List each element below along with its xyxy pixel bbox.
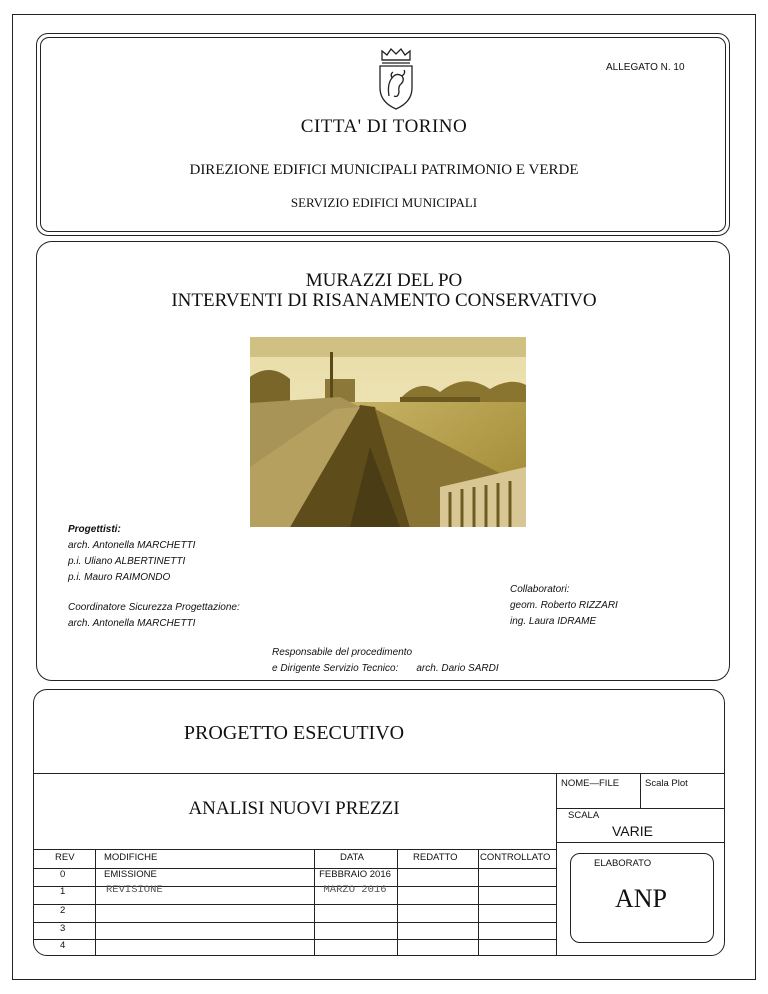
col-modifiche: MODIFICHE xyxy=(104,852,158,863)
row-0-modifiche: EMISSIONE xyxy=(104,869,157,880)
allegato-label: ALLEGATO N. 10 xyxy=(606,62,685,73)
project-title-2: INTERVENTI DI RISANAMENTO CONSERVATIVO xyxy=(171,290,597,311)
row-1-data: MARZO 2016 xyxy=(323,884,387,896)
progettisti-block xyxy=(68,522,195,586)
progetto-title: PROGETTO ESECUTIVO xyxy=(183,722,405,744)
project-title-1: MURAZZI DEL PO xyxy=(305,270,463,291)
row-4-rev: 4 xyxy=(60,940,66,951)
row-2-rev: 2 xyxy=(60,905,66,916)
elaborato-value: ANP xyxy=(614,884,667,913)
direzione-title: DIREZIONE EDIFICI MUNICIPALI PATRIMONIO E VERDE xyxy=(189,162,579,178)
col-rev: REV xyxy=(55,852,75,863)
progettista-1: arch. Antonella MARCHETTI xyxy=(68,540,196,551)
collaboratori-label: Collaboratori: xyxy=(510,584,570,595)
coordinatore-name: arch. Antonella MARCHETTI xyxy=(68,618,196,629)
row-0-rev: 0 xyxy=(60,869,66,880)
elaborato-label: ELABORATO xyxy=(594,858,652,869)
coordinatore-label: Coordinatore Sicurezza Progettazione: xyxy=(68,602,240,613)
responsabile-block xyxy=(272,645,499,677)
responsabile-name: arch. Dario SARDI xyxy=(416,663,499,674)
col-controllato: CONTROLLATO xyxy=(480,852,551,863)
progettista-3: p.i. Mauro RAIMONDO xyxy=(68,572,171,583)
scala-label: SCALA xyxy=(568,810,600,821)
responsabile-line-1: Responsabile del procedimento xyxy=(272,647,413,658)
servizio-title: SERVIZIO EDIFICI MUNICIPALI xyxy=(290,195,478,210)
scala-plot-label: Scala Plot xyxy=(645,778,688,789)
torino-coat-of-arms xyxy=(372,46,420,112)
murazzi-photo xyxy=(250,337,526,527)
coordinatore-block xyxy=(68,600,240,632)
row-1-rev: 1 xyxy=(60,886,66,897)
progettisti-label: Progettisti: xyxy=(68,524,121,535)
scala-value: VARIE xyxy=(612,823,653,839)
col-redatto: REDATTO xyxy=(413,852,458,863)
progettista-2: p.i. Uliano ALBERTINETTI xyxy=(68,556,186,567)
col-data: DATA xyxy=(340,852,364,863)
nome-file-label: NOME—FILE xyxy=(561,778,620,789)
collaboratori-block xyxy=(510,582,618,630)
city-title: CITTA' DI TORINO xyxy=(300,116,468,137)
responsabile-line-2: e Dirigente Servizio Tecnico: xyxy=(272,663,399,674)
collaboratore-2: ing. Laura IDRAME xyxy=(510,616,597,627)
collaboratore-1: geom. Roberto RIZZARI xyxy=(510,600,618,611)
row-0-data: FEBBRAIO 2016 xyxy=(319,869,391,880)
row-3-rev: 3 xyxy=(60,923,66,934)
row-1-modifiche: REVISIONE xyxy=(106,884,163,896)
analisi-title: ANALISI NUOVI PREZZI xyxy=(188,798,400,819)
